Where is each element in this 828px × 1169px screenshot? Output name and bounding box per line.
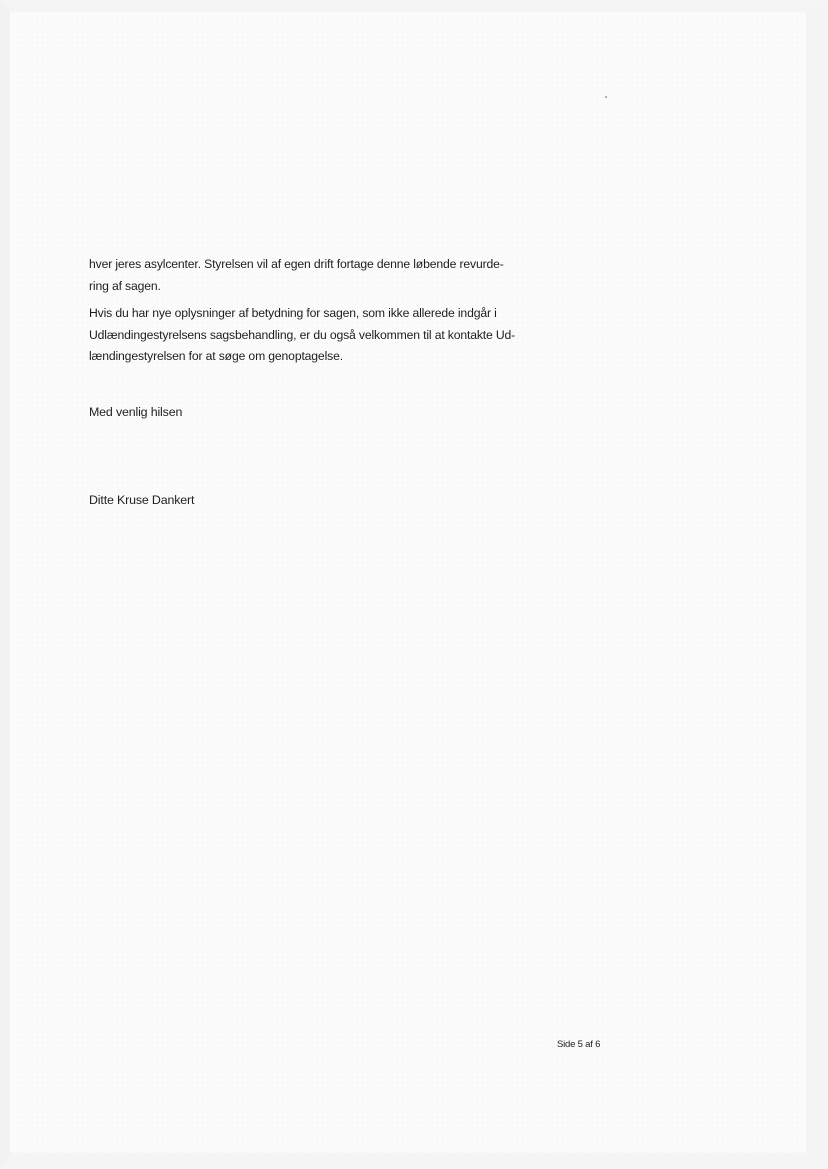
text-line: Udlændingestyrelsens sagsbehandling, er du også velkommen til at kontakte Ud- <box>89 327 516 342</box>
paragraph-genoptagelse <box>89 303 569 368</box>
text-line: ring af sagen. <box>89 278 161 293</box>
page-number: Side 5 af 6 <box>557 1039 601 1050</box>
letter-body <box>89 254 569 374</box>
text-line: Hvis du har nye oplysninger af betydning for sagen, som ikke allerede indgår i <box>89 306 497 320</box>
text-line: hver jeres asylcenter. Styrelsen vil af egen drift fortage denne løbende revurde- <box>89 257 504 271</box>
paragraph-revurdering <box>89 254 569 297</box>
closing-salutation: Med venlig hilsen <box>89 405 183 419</box>
text-line: lændingestyrelsen for at søge om genoptagelse. <box>89 349 343 363</box>
signer-name: Ditte Kruse Dankert <box>89 493 195 507</box>
scan-speck <box>605 96 607 98</box>
